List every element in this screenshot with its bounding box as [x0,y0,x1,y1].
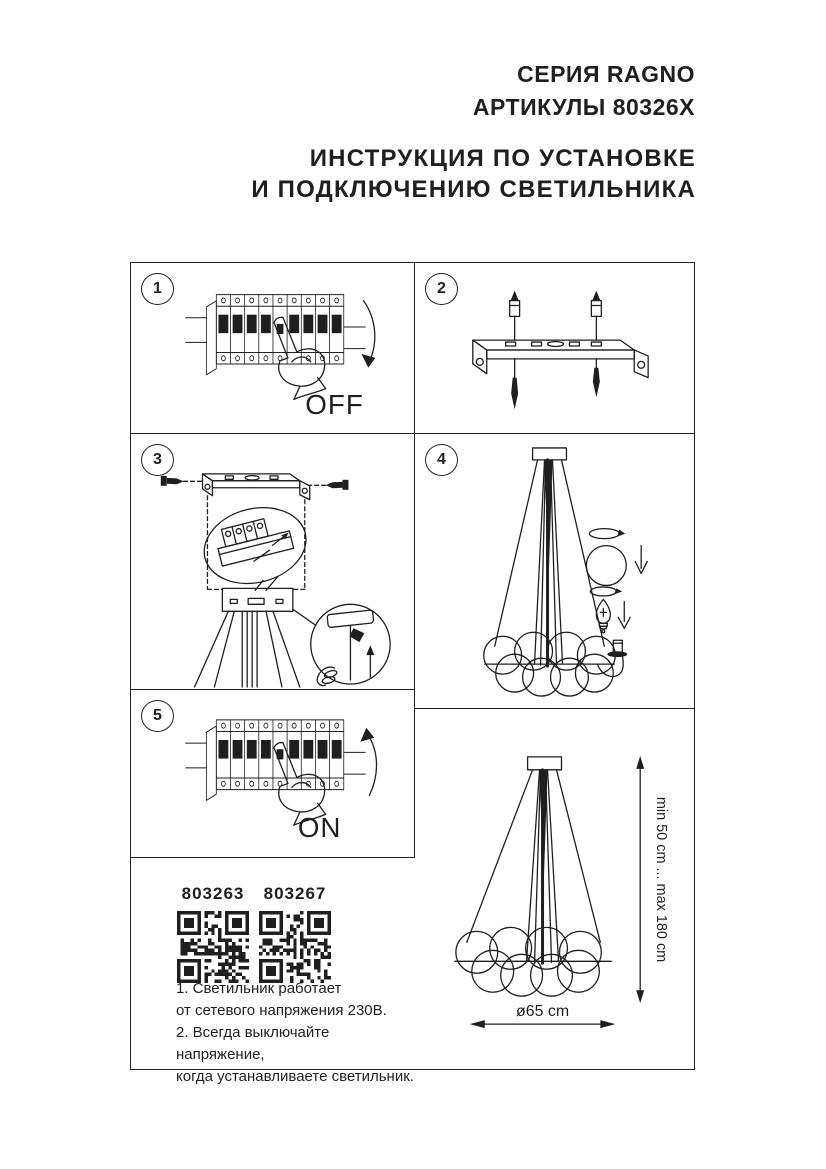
note-line: 2. Всегда выключайте напряжение, [176,1024,330,1063]
on-label: ON [297,812,342,844]
header [473,58,695,124]
height-dimension-label: min 50 cm ... max 180 cm [653,796,670,963]
qr-label: 803267 [263,884,327,903]
step-badge: 4 [425,444,458,476]
qr-code [259,911,331,983]
qr-block [177,884,249,983]
step-panel-3 [130,434,415,690]
note-line: от сетевого напряжения 230В. [176,1002,387,1019]
qr-code [177,911,249,983]
header-series: СЕРИЯ RAGNO [517,61,695,87]
step-panel-4 [415,434,695,709]
note-line: 1. Светильник работает [176,980,342,997]
note-line: когда устанавливаете светильник. [176,1068,414,1085]
dimensions-drawing [415,709,694,1069]
qr-label: 803263 [181,884,245,903]
step-panel-1 [130,262,415,434]
page-title-line2: И ПОДКЛЮЧЕНИЮ СВЕТИЛЬНИКА [251,176,696,203]
step-panel-5 [130,690,415,858]
step-panel-2 [415,262,695,434]
step-badge: 3 [141,444,174,476]
qr-section [130,858,415,1085]
bulb-install-drawing [415,434,694,708]
step-badge: 5 [141,700,174,732]
bracket-install-drawing [131,434,414,689]
page-title-line1: ИНСТРУКЦИЯ ПО УСТАНОВКЕ [309,145,696,172]
page-title [251,143,696,205]
qr-block [259,884,331,983]
diameter-dimension-label: ø65 cm [515,1003,570,1021]
step-badge: 1 [141,273,174,305]
steps-grid [130,262,695,1085]
header-articles: АРТИКУЛЫ 80326X [472,94,695,120]
step-badge: 2 [425,273,458,305]
dimensions-panel [415,709,695,1070]
notes [176,978,415,1088]
off-label: OFF [305,389,364,421]
qr-row [177,884,331,983]
